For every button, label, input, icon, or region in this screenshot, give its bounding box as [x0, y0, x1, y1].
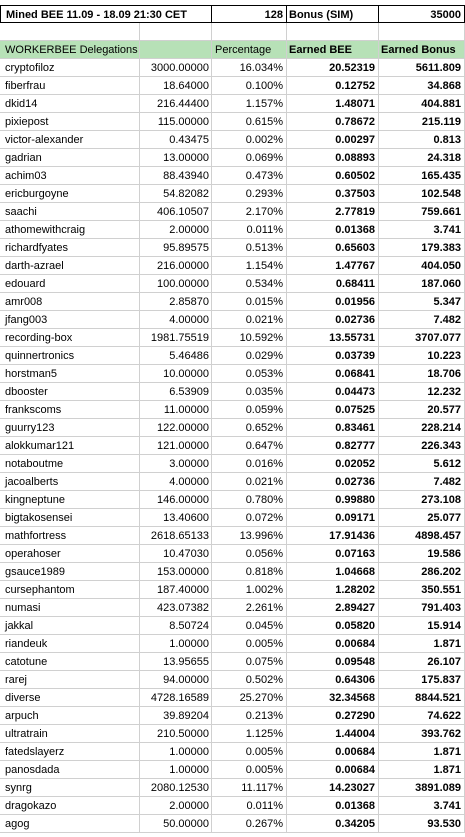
table-row — [0, 77, 465, 95]
delegator-name-cell[interactable]: quinnertronics — [0, 347, 140, 365]
summary-row — [0, 5, 465, 23]
delegation-percentage-cell[interactable]: 0.100% — [212, 77, 287, 95]
header-amount[interactable] — [140, 41, 212, 59]
blank-cell[interactable] — [0, 23, 140, 41]
delegation-percentage-cell[interactable]: 0.534% — [212, 275, 287, 293]
earned-bonus-cell[interactable]: 165.435 — [379, 167, 465, 185]
earned-bonus-cell[interactable]: 791.403 — [379, 599, 465, 617]
table-row — [0, 329, 465, 347]
earned-bee-cell[interactable]: 0.65603 — [287, 239, 379, 257]
delegation-percentage-cell[interactable]: 11.117% — [212, 779, 287, 797]
bonus-value[interactable]: 35000 — [379, 5, 465, 23]
table-row — [0, 581, 465, 599]
delegation-amount-cell[interactable]: 13.95655 — [140, 653, 212, 671]
delegator-name-cell[interactable]: gadrian — [0, 149, 140, 167]
earned-bee-cell[interactable]: 0.09171 — [287, 509, 379, 527]
delegator-name-cell[interactable]: synrg — [0, 779, 140, 797]
delegator-name-cell[interactable]: ericburgoyne — [0, 185, 140, 203]
blank-cell[interactable] — [140, 23, 212, 41]
earned-bonus-cell[interactable]: 286.202 — [379, 563, 465, 581]
table-row — [0, 419, 465, 437]
mined-value[interactable]: 128 — [212, 5, 287, 23]
earned-bee-cell[interactable]: 0.05820 — [287, 617, 379, 635]
delegation-amount-cell[interactable]: 210.50000 — [140, 725, 212, 743]
delegation-percentage-cell[interactable]: 0.002% — [212, 131, 287, 149]
header-earned-bonus[interactable]: Earned Bonus — [379, 41, 465, 59]
table-row — [0, 113, 465, 131]
delegation-percentage-cell[interactable]: 0.029% — [212, 347, 287, 365]
earned-bee-cell[interactable]: 0.12752 — [287, 77, 379, 95]
table-row — [0, 59, 465, 77]
delegation-amount-cell[interactable]: 153.00000 — [140, 563, 212, 581]
delegation-percentage-cell[interactable]: 0.213% — [212, 707, 287, 725]
earned-bonus-cell[interactable]: 5.612 — [379, 455, 465, 473]
table-row — [0, 671, 465, 689]
delegation-percentage-cell[interactable]: 0.615% — [212, 113, 287, 131]
earned-bee-cell[interactable]: 1.47767 — [287, 257, 379, 275]
table-row — [0, 311, 465, 329]
earned-bee-cell[interactable]: 0.34205 — [287, 815, 379, 833]
delegation-amount-cell[interactable]: 2618.65133 — [140, 527, 212, 545]
earned-bonus-cell[interactable]: 3891.089 — [379, 779, 465, 797]
table-row — [0, 725, 465, 743]
delegator-name-cell[interactable]: darth-azrael — [0, 257, 140, 275]
delegation-amount-cell[interactable]: 1.00000 — [140, 761, 212, 779]
delegation-percentage-cell[interactable]: 0.647% — [212, 437, 287, 455]
delegation-amount-cell[interactable]: 6.53909 — [140, 383, 212, 401]
delegation-amount-cell[interactable]: 2.85870 — [140, 293, 212, 311]
table-row — [0, 743, 465, 761]
delegation-amount-cell[interactable]: 4.00000 — [140, 311, 212, 329]
delegation-percentage-cell[interactable]: 0.069% — [212, 149, 287, 167]
delegation-amount-cell[interactable]: 13.00000 — [140, 149, 212, 167]
delegation-percentage-cell[interactable]: 0.473% — [212, 167, 287, 185]
table-row — [0, 95, 465, 113]
delegation-percentage-cell[interactable]: 1.125% — [212, 725, 287, 743]
table-row — [0, 437, 465, 455]
table-row — [0, 779, 465, 797]
earned-bee-cell[interactable]: 0.02736 — [287, 311, 379, 329]
earned-bonus-cell[interactable]: 215.119 — [379, 113, 465, 131]
delegation-percentage-cell[interactable]: 0.021% — [212, 311, 287, 329]
earned-bonus-cell[interactable]: 350.551 — [379, 581, 465, 599]
earned-bee-cell[interactable]: 0.08893 — [287, 149, 379, 167]
delegation-percentage-cell[interactable]: 0.021% — [212, 473, 287, 491]
table-row — [0, 347, 465, 365]
earned-bonus-cell[interactable]: 24.318 — [379, 149, 465, 167]
earned-bonus-cell[interactable]: 8844.521 — [379, 689, 465, 707]
earned-bee-cell[interactable]: 0.64306 — [287, 671, 379, 689]
table-row — [0, 149, 465, 167]
delegator-name-cell[interactable]: dkid14 — [0, 95, 140, 113]
delegator-name-cell[interactable]: victor-alexander — [0, 131, 140, 149]
delegation-percentage-cell[interactable]: 0.059% — [212, 401, 287, 419]
earned-bee-cell[interactable]: 0.01368 — [287, 797, 379, 815]
delegation-amount-cell[interactable]: 216.44400 — [140, 95, 212, 113]
earned-bonus-cell[interactable]: 93.530 — [379, 815, 465, 833]
earned-bee-cell[interactable]: 32.34568 — [287, 689, 379, 707]
delegation-percentage-cell[interactable]: 0.652% — [212, 419, 287, 437]
delegator-name-cell[interactable]: edouard — [0, 275, 140, 293]
table-row — [0, 707, 465, 725]
earned-bonus-cell[interactable]: 3707.077 — [379, 329, 465, 347]
delegator-name-cell[interactable]: richardfyates — [0, 239, 140, 257]
delegation-amount-cell[interactable]: 2080.12530 — [140, 779, 212, 797]
table-row — [0, 545, 465, 563]
earned-bee-cell[interactable]: 0.00684 — [287, 761, 379, 779]
delegation-percentage-cell[interactable]: 0.780% — [212, 491, 287, 509]
delegator-name-cell[interactable]: saachi — [0, 203, 140, 221]
earned-bonus-cell[interactable]: 1.871 — [379, 743, 465, 761]
delegator-name-cell[interactable]: horstman5 — [0, 365, 140, 383]
earned-bonus-cell[interactable]: 34.868 — [379, 77, 465, 95]
delegation-percentage-cell[interactable]: 0.005% — [212, 743, 287, 761]
delegator-name-cell[interactable]: notaboutme — [0, 455, 140, 473]
delegation-amount-cell[interactable]: 146.00000 — [140, 491, 212, 509]
delegation-amount-cell[interactable]: 50.00000 — [140, 815, 212, 833]
delegation-percentage-cell[interactable]: 16.034% — [212, 59, 287, 77]
delegation-amount-cell[interactable]: 94.00000 — [140, 671, 212, 689]
delegation-amount-cell[interactable]: 115.00000 — [140, 113, 212, 131]
earned-bee-cell[interactable]: 0.03739 — [287, 347, 379, 365]
delegator-name-cell[interactable]: gsauce1989 — [0, 563, 140, 581]
delegator-name-cell[interactable]: alokkumar121 — [0, 437, 140, 455]
earned-bonus-cell[interactable]: 404.050 — [379, 257, 465, 275]
delegator-name-cell[interactable]: kingneptune — [0, 491, 140, 509]
delegation-percentage-cell[interactable]: 2.170% — [212, 203, 287, 221]
blank-cell[interactable] — [287, 23, 379, 41]
delegation-percentage-cell[interactable]: 0.005% — [212, 761, 287, 779]
delegator-name-cell[interactable]: dbooster — [0, 383, 140, 401]
earned-bee-cell[interactable]: 0.02736 — [287, 473, 379, 491]
earned-bee-cell[interactable]: 0.83461 — [287, 419, 379, 437]
delegation-percentage-cell[interactable]: 1.002% — [212, 581, 287, 599]
delegator-name-cell[interactable]: dragokazo — [0, 797, 140, 815]
earned-bee-cell[interactable]: 0.27290 — [287, 707, 379, 725]
table-row — [0, 797, 465, 815]
earned-bee-cell[interactable]: 2.89427 — [287, 599, 379, 617]
earned-bee-cell[interactable]: 17.91436 — [287, 527, 379, 545]
delegation-percentage-cell[interactable]: 10.592% — [212, 329, 287, 347]
earned-bee-cell[interactable]: 0.02052 — [287, 455, 379, 473]
earned-bonus-cell[interactable]: 19.586 — [379, 545, 465, 563]
earned-bonus-cell[interactable]: 20.577 — [379, 401, 465, 419]
earned-bee-cell[interactable]: 0.01368 — [287, 221, 379, 239]
table-row — [0, 275, 465, 293]
delegation-amount-cell[interactable]: 187.40000 — [140, 581, 212, 599]
delegation-amount-cell[interactable]: 406.10507 — [140, 203, 212, 221]
delegation-amount-cell[interactable]: 122.00000 — [140, 419, 212, 437]
delegator-name-cell[interactable]: operahoser — [0, 545, 140, 563]
delegation-amount-cell[interactable]: 100.00000 — [140, 275, 212, 293]
delegation-percentage-cell[interactable]: 0.053% — [212, 365, 287, 383]
table-row — [0, 509, 465, 527]
header-delegations[interactable]: WORKERBEE Delegations — [0, 41, 140, 59]
earned-bonus-cell[interactable]: 393.762 — [379, 725, 465, 743]
delegation-amount-cell[interactable]: 2.00000 — [140, 221, 212, 239]
table-row — [0, 167, 465, 185]
delegation-amount-cell[interactable]: 10.47030 — [140, 545, 212, 563]
delegator-name-cell[interactable]: jacoalberts — [0, 473, 140, 491]
earned-bonus-cell[interactable]: 10.223 — [379, 347, 465, 365]
delegation-amount-cell[interactable]: 1.00000 — [140, 635, 212, 653]
delegator-name-cell[interactable]: riandeuk — [0, 635, 140, 653]
delegation-amount-cell[interactable]: 18.64000 — [140, 77, 212, 95]
earned-bee-cell[interactable]: 0.00297 — [287, 131, 379, 149]
earned-bonus-cell[interactable]: 7.482 — [379, 473, 465, 491]
earned-bonus-cell[interactable]: 175.837 — [379, 671, 465, 689]
delegator-name-cell[interactable]: pixiepost — [0, 113, 140, 131]
delegator-name-cell[interactable]: mathfortress — [0, 527, 140, 545]
earned-bonus-cell[interactable]: 759.661 — [379, 203, 465, 221]
earned-bonus-cell[interactable]: 102.548 — [379, 185, 465, 203]
delegator-name-cell[interactable]: agog — [0, 815, 140, 833]
delegation-amount-cell[interactable]: 4728.16589 — [140, 689, 212, 707]
header-earned-bee[interactable]: Earned BEE — [287, 41, 379, 59]
delegation-percentage-cell[interactable]: 0.513% — [212, 239, 287, 257]
blank-cell[interactable] — [212, 23, 287, 41]
delegation-percentage-cell[interactable]: 2.261% — [212, 599, 287, 617]
delegation-amount-cell[interactable]: 423.07382 — [140, 599, 212, 617]
earned-bonus-cell[interactable]: 273.108 — [379, 491, 465, 509]
delegation-amount-cell[interactable]: 11.00000 — [140, 401, 212, 419]
delegator-name-cell[interactable]: achim03 — [0, 167, 140, 185]
earned-bonus-cell[interactable]: 25.077 — [379, 509, 465, 527]
delegation-percentage-cell[interactable]: 1.154% — [212, 257, 287, 275]
delegation-percentage-cell[interactable]: 0.045% — [212, 617, 287, 635]
delegation-amount-cell[interactable]: 88.43940 — [140, 167, 212, 185]
delegator-name-cell[interactable]: fatedslayerz — [0, 743, 140, 761]
earned-bee-cell[interactable]: 13.55731 — [287, 329, 379, 347]
earned-bonus-cell[interactable]: 228.214 — [379, 419, 465, 437]
delegator-name-cell[interactable]: cursephantom — [0, 581, 140, 599]
table-row — [0, 473, 465, 491]
delegator-name-cell[interactable]: recording-box — [0, 329, 140, 347]
earned-bee-cell[interactable]: 1.04668 — [287, 563, 379, 581]
delegation-percentage-cell[interactable]: 0.818% — [212, 563, 287, 581]
delegator-name-cell[interactable]: arpuch — [0, 707, 140, 725]
header-row — [0, 41, 465, 59]
earned-bonus-cell[interactable]: 12.232 — [379, 383, 465, 401]
delegation-amount-cell[interactable]: 5.46486 — [140, 347, 212, 365]
delegator-name-cell[interactable]: jakkal — [0, 617, 140, 635]
table-row — [0, 635, 465, 653]
table-row — [0, 221, 465, 239]
earned-bee-cell[interactable]: 2.77819 — [287, 203, 379, 221]
table-row — [0, 239, 465, 257]
delegation-percentage-cell[interactable]: 13.996% — [212, 527, 287, 545]
delegation-amount-cell[interactable]: 2.00000 — [140, 797, 212, 815]
table-row — [0, 527, 465, 545]
earned-bee-cell[interactable]: 0.09548 — [287, 653, 379, 671]
earned-bonus-cell[interactable]: 1.871 — [379, 635, 465, 653]
earned-bee-cell[interactable]: 0.04473 — [287, 383, 379, 401]
delegation-percentage-cell[interactable]: 0.035% — [212, 383, 287, 401]
earned-bee-cell[interactable]: 0.99880 — [287, 491, 379, 509]
table-row — [0, 761, 465, 779]
earned-bonus-cell[interactable]: 5611.809 — [379, 59, 465, 77]
delegation-percentage-cell[interactable]: 0.015% — [212, 293, 287, 311]
delegator-name-cell[interactable]: catotune — [0, 653, 140, 671]
delegation-percentage-cell[interactable]: 0.075% — [212, 653, 287, 671]
delegation-amount-cell[interactable]: 3000.00000 — [140, 59, 212, 77]
table-row — [0, 455, 465, 473]
delegator-name-cell[interactable]: amr008 — [0, 293, 140, 311]
delegation-percentage-cell[interactable]: 0.056% — [212, 545, 287, 563]
delegation-amount-cell[interactable]: 3.00000 — [140, 455, 212, 473]
earned-bonus-cell[interactable]: 26.107 — [379, 653, 465, 671]
blank-cell[interactable] — [379, 23, 465, 41]
earned-bee-cell[interactable]: 0.60502 — [287, 167, 379, 185]
delegation-amount-cell[interactable]: 4.00000 — [140, 473, 212, 491]
summary-label[interactable]: Mined BEE 11.09 - 18.09 21:30 CET — [0, 5, 212, 23]
earned-bonus-cell[interactable]: 5.347 — [379, 293, 465, 311]
table-row — [0, 185, 465, 203]
earned-bonus-cell[interactable]: 7.482 — [379, 311, 465, 329]
table-row — [0, 365, 465, 383]
earned-bonus-cell[interactable]: 404.881 — [379, 95, 465, 113]
earned-bonus-cell[interactable]: 74.622 — [379, 707, 465, 725]
table-row — [0, 815, 465, 833]
delegation-percentage-cell[interactable]: 25.270% — [212, 689, 287, 707]
delegation-amount-cell[interactable]: 13.40600 — [140, 509, 212, 527]
earned-bonus-cell[interactable]: 187.060 — [379, 275, 465, 293]
bonus-label[interactable]: Bonus (SIM) — [287, 5, 379, 23]
earned-bee-cell[interactable]: 0.37503 — [287, 185, 379, 203]
table-row — [0, 203, 465, 221]
earned-bonus-cell[interactable]: 3.741 — [379, 797, 465, 815]
delegation-percentage-cell[interactable]: 0.502% — [212, 671, 287, 689]
earned-bee-cell[interactable]: 0.07525 — [287, 401, 379, 419]
table-row — [0, 617, 465, 635]
table-row — [0, 401, 465, 419]
delegator-name-cell[interactable]: athomewithcraig — [0, 221, 140, 239]
earned-bonus-cell[interactable]: 1.871 — [379, 761, 465, 779]
earned-bee-cell[interactable]: 0.06841 — [287, 365, 379, 383]
earned-bee-cell[interactable]: 0.07163 — [287, 545, 379, 563]
delegator-name-cell[interactable]: guurry123 — [0, 419, 140, 437]
delegation-percentage-cell[interactable]: 0.072% — [212, 509, 287, 527]
earned-bee-cell[interactable]: 1.48071 — [287, 95, 379, 113]
table-row — [0, 689, 465, 707]
earned-bee-cell[interactable]: 1.28202 — [287, 581, 379, 599]
table-row — [0, 131, 465, 149]
earned-bonus-cell[interactable]: 18.706 — [379, 365, 465, 383]
delegator-name-cell[interactable]: cryptofiloz — [0, 59, 140, 77]
delegator-name-cell[interactable]: fiberfrau — [0, 77, 140, 95]
earned-bee-cell[interactable]: 0.82777 — [287, 437, 379, 455]
earned-bonus-cell[interactable]: 15.914 — [379, 617, 465, 635]
earned-bee-cell[interactable]: 1.44004 — [287, 725, 379, 743]
earned-bee-cell[interactable]: 0.68411 — [287, 275, 379, 293]
table-row — [0, 383, 465, 401]
table-row — [0, 599, 465, 617]
delegation-amount-cell[interactable]: 1.00000 — [140, 743, 212, 761]
table-row — [0, 653, 465, 671]
delegator-name-cell[interactable]: rarej — [0, 671, 140, 689]
header-percentage[interactable]: Percentage — [212, 41, 287, 59]
table-row — [0, 491, 465, 509]
delegation-percentage-cell[interactable]: 1.157% — [212, 95, 287, 113]
table-row — [0, 293, 465, 311]
earned-bee-cell[interactable]: 20.52319 — [287, 59, 379, 77]
delegator-name-cell[interactable]: bigtakosensei — [0, 509, 140, 527]
table-row — [0, 257, 465, 275]
delegation-amount-cell[interactable]: 121.00000 — [140, 437, 212, 455]
earned-bee-cell[interactable]: 14.23027 — [287, 779, 379, 797]
delegator-name-cell[interactable]: panosdada — [0, 761, 140, 779]
delegation-amount-cell[interactable]: 8.50724 — [140, 617, 212, 635]
earned-bonus-cell[interactable]: 179.383 — [379, 239, 465, 257]
delegation-amount-cell[interactable]: 10.00000 — [140, 365, 212, 383]
earned-bonus-cell[interactable]: 226.343 — [379, 437, 465, 455]
delegation-percentage-cell[interactable]: 0.011% — [212, 797, 287, 815]
earned-bee-cell[interactable]: 0.78672 — [287, 113, 379, 131]
earned-bee-cell[interactable]: 0.01956 — [287, 293, 379, 311]
delegation-amount-cell[interactable]: 0.43475 — [140, 131, 212, 149]
delegator-name-cell[interactable]: numasi — [0, 599, 140, 617]
earned-bee-cell[interactable]: 0.00684 — [287, 743, 379, 761]
delegator-name-cell[interactable]: diverse — [0, 689, 140, 707]
delegator-name-cell[interactable]: ultratrain — [0, 725, 140, 743]
delegation-amount-cell[interactable]: 39.89204 — [140, 707, 212, 725]
delegation-percentage-cell[interactable]: 0.011% — [212, 221, 287, 239]
delegation-percentage-cell[interactable]: 0.267% — [212, 815, 287, 833]
delegation-amount-cell[interactable]: 95.89575 — [140, 239, 212, 257]
blank-row — [0, 23, 465, 41]
table-row — [0, 563, 465, 581]
delegation-amount-cell[interactable]: 216.00000 — [140, 257, 212, 275]
delegator-name-cell[interactable]: jfang003 — [0, 311, 140, 329]
delegation-amount-cell[interactable]: 1981.75519 — [140, 329, 212, 347]
delegator-name-cell[interactable]: frankscoms — [0, 401, 140, 419]
earned-bonus-cell[interactable]: 0.813 — [379, 131, 465, 149]
earned-bonus-cell[interactable]: 3.741 — [379, 221, 465, 239]
delegation-percentage-cell[interactable]: 0.005% — [212, 635, 287, 653]
earned-bonus-cell[interactable]: 4898.457 — [379, 527, 465, 545]
earned-bee-cell[interactable]: 0.00684 — [287, 635, 379, 653]
delegation-percentage-cell[interactable]: 0.293% — [212, 185, 287, 203]
delegation-percentage-cell[interactable]: 0.016% — [212, 455, 287, 473]
delegation-amount-cell[interactable]: 54.82082 — [140, 185, 212, 203]
